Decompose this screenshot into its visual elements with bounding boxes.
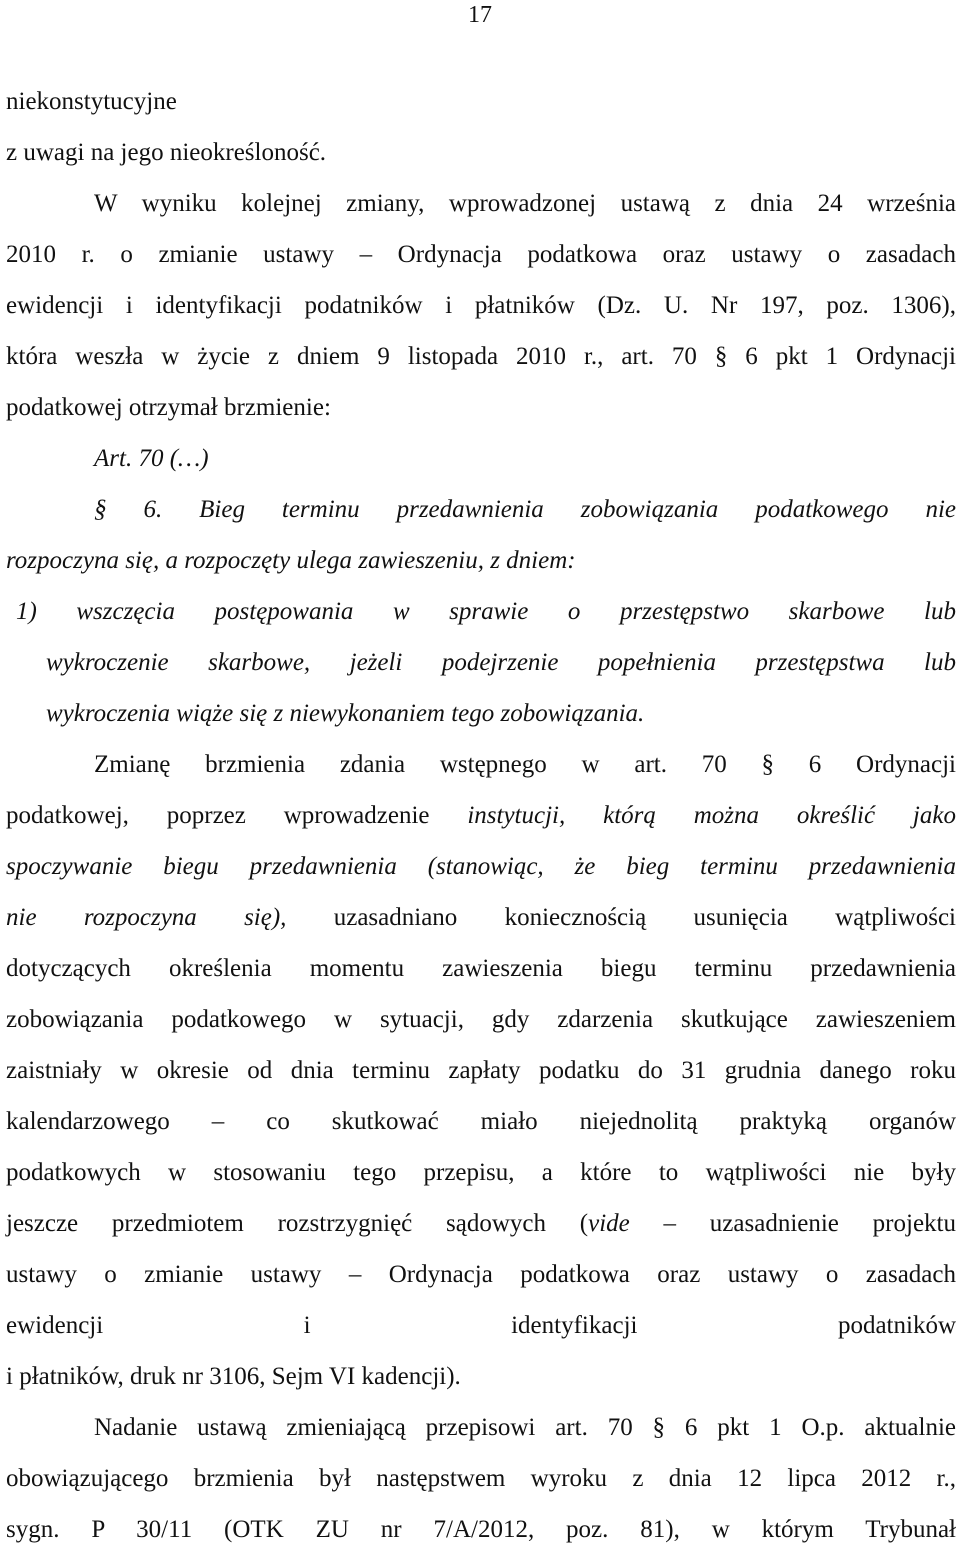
quoted-text-line: rozpoczyna się, a rozpoczęty ulega zawieszeniu, z dniem: bbox=[6, 547, 576, 574]
text-line: sygn. P 30/11 (OTK ZU nr 7/A/2012, poz. 81), w którym Trybunał bbox=[6, 1516, 956, 1543]
text-line: która weszła w życie z dniem 9 listopada 2010 r., art. 70 § 6 pkt 1 Ordynacji bbox=[6, 343, 956, 370]
text-span: uzasadniano koniecznością usunięcia wątpliwości bbox=[286, 904, 956, 931]
text-span: – uzasadnienie projektu bbox=[629, 1210, 956, 1237]
text-span: jeszcze przedmiotem rozstrzygnięć sądowych ( bbox=[6, 1210, 589, 1237]
text-line: ewidencji i identyfikacji podatników i płatników (Dz. U. Nr 197, poz. 1306), bbox=[6, 292, 956, 319]
paragraph-start: W wyniku kolejnej zmiany, wprowadzonej ustawą z dnia 24 września bbox=[94, 190, 956, 217]
italic-span: vide bbox=[588, 1210, 630, 1237]
italic-span: instytucji, którą można określić jako bbox=[467, 802, 956, 829]
quoted-list-item bbox=[6, 586, 956, 637]
paragraph-start: Zmianę brzmienia zdania wstępnego w art. 70 § 6 Ordynacji bbox=[94, 751, 956, 778]
text-line: zobowiązania podatkowego w sytuacji, gdy zdarzenia skutkujące zawieszeniem bbox=[6, 1006, 956, 1033]
quoted-text-line: wykroczenie skarbowe, jeżeli podejrzenie popełnienia przestępstwa lub bbox=[46, 649, 956, 676]
text-line: 2010 r. o zmianie ustawy – Ordynacja podatkowa oraz ustawy o zasadach bbox=[6, 241, 956, 268]
text-line: kalendarzowego – co skutkować miało niejednolitą praktyką organów bbox=[6, 1108, 956, 1135]
text-line: ustawy o zmianie ustawy – Ordynacja podatkowa oraz ustawy o zasadach bbox=[6, 1261, 956, 1288]
text-line bbox=[6, 1198, 956, 1249]
quoted-text-line: wykroczenia wiąże się z niewykonaniem tego zobowiązania. bbox=[46, 700, 645, 727]
list-item-text: wszczęcia postępowania w sprawie o przestępstwo skarbowe lub bbox=[76, 598, 956, 625]
text-span: podatkowej, poprzez wprowadzenie bbox=[6, 802, 468, 829]
document-body bbox=[6, 76, 956, 1555]
text-line: niekonstytucyjne bbox=[6, 88, 177, 115]
quoted-article-heading: Art. 70 (…) bbox=[94, 445, 209, 472]
text-line: podatkowej otrzymał brzmienie: bbox=[6, 394, 331, 421]
page-number: 17 bbox=[468, 2, 492, 28]
text-line bbox=[6, 790, 956, 841]
text-line: zaistniały w okresie od dnia terminu zapłaty podatku do 31 grudnia danego roku bbox=[6, 1057, 956, 1084]
text-line bbox=[6, 892, 956, 943]
quoted-paragraph: § 6. Bieg terminu przedawnienia zobowiązania podatkowego nie bbox=[94, 496, 956, 523]
italic-text-line: spoczywanie biegu przedawnienia (stanowiąc, że bieg terminu przedawnienia bbox=[6, 853, 956, 880]
italic-span: nie rozpoczyna się), bbox=[6, 904, 287, 931]
paragraph-start: Nadanie ustawą zmieniającą przepisowi art. 70 § 6 pkt 1 O.p. aktualnie bbox=[94, 1414, 956, 1441]
text-line: podatkowych w stosowaniu tego przepisu, a które to wątpliwości nie były bbox=[6, 1159, 956, 1186]
text-line: dotyczących określenia momentu zawieszenia biegu terminu przedawnienia bbox=[6, 955, 956, 982]
text-line: i płatników, druk nr 3106, Sejm VI kadencji). bbox=[6, 1363, 461, 1390]
text-line: ewidencji i identyfikacji podatników bbox=[6, 1312, 956, 1339]
list-number: 1) bbox=[16, 598, 37, 625]
text-line: obowiązującego brzmienia był następstwem wyroku z dnia 12 lipca 2012 r., bbox=[6, 1465, 956, 1492]
text-line: z uwagi na jego nieokreśloność. bbox=[6, 139, 327, 166]
